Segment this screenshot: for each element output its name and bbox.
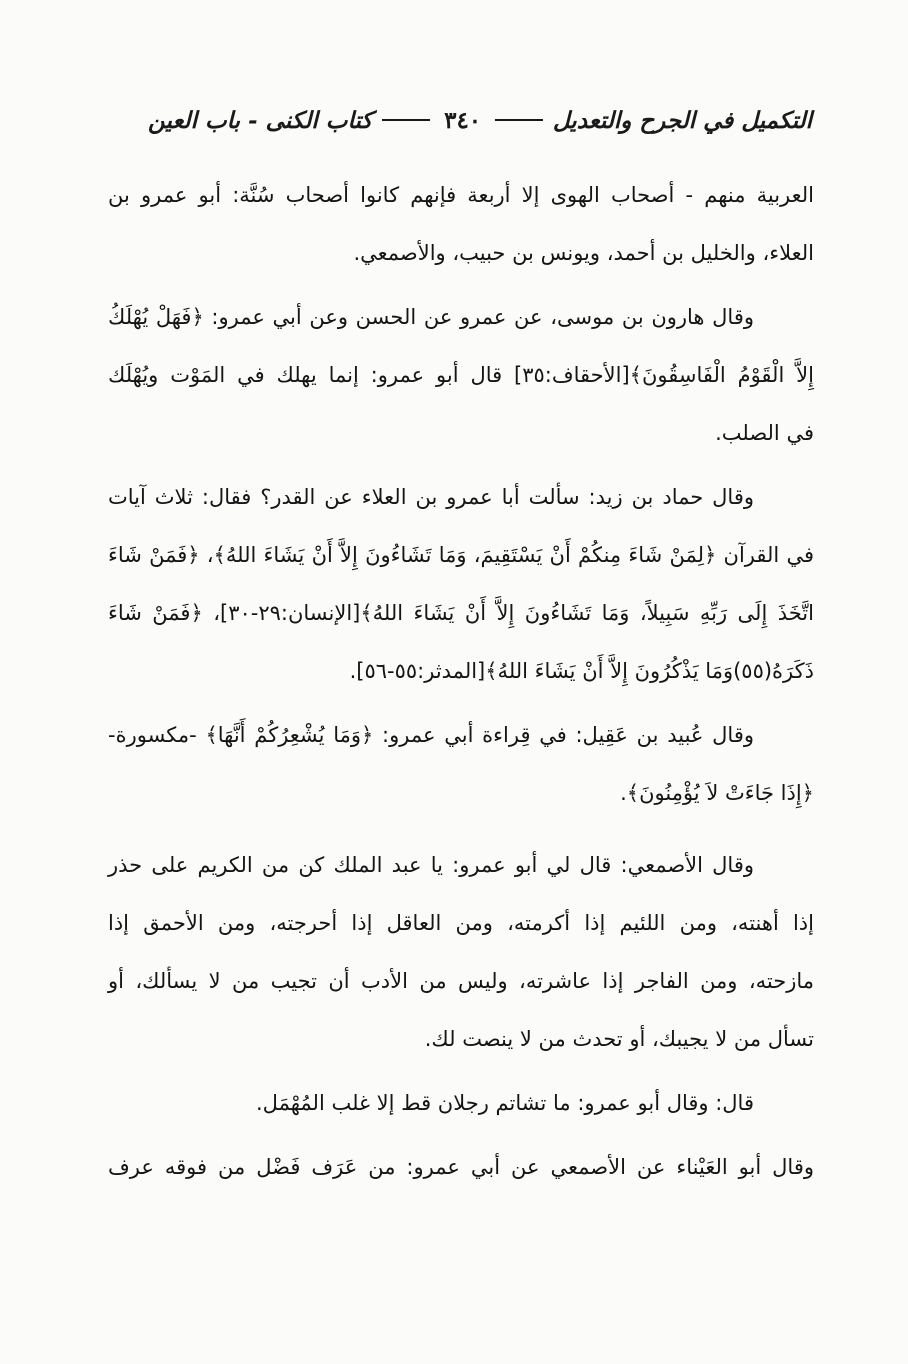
text-line: قال: وقال أبو عمرو: ما تشاتم رجلان قط إلا غلب المُهْمَل. (256, 1091, 754, 1115)
paragraph (108, 1074, 814, 1132)
header-book-title: التكميل في الجرح والتعديل (552, 106, 812, 134)
text-line: في الصلب. (715, 421, 814, 445)
text-line: إذا أهنته، ومن اللئيم إذا أكرمته، ومن العاقل إذا أحرجته، ومن الأحمق إذا (108, 911, 814, 935)
text-line: وقال الأصمعي: قال لي أبو عمرو: يا عبد الملك كن من الكريم على حذر (108, 853, 754, 877)
text-line: وقال حماد بن زيد: سألت أبا عمرو بن العلاء عن القدر؟ فقال: ثلاث آيات (108, 485, 754, 509)
text-line: تسأل من لا يجيبك، أو تحدث من لا ينصت لك. (424, 1027, 814, 1051)
text-line: ذَكَرَهُ(٥٥)وَمَا يَذْكُرُونَ إِلاَّ أَنْ يَشَاءَ اللهُ﴾[المدثر:٥٥-٥٦]. (349, 659, 814, 683)
text-line: العربية منهم - أصحاب الهوى إلا أربعة فإنهم كانوا أصحاب سُنَّة: أبو عمرو بن (108, 183, 814, 207)
paragraph (108, 706, 814, 822)
paragraph (108, 468, 814, 700)
header-dash (495, 119, 543, 121)
header-dash (382, 119, 430, 121)
text-line: اتَّخَذَ إِلَى رَبِّهِ سَبِيلاً، وَمَا تَشَاءُونَ إِلاَّ أَنْ يَشَاءَ اللهُ﴾[الإنسان:٢٩-٣٠]، ﴿فَمَنْ شَاءَ (108, 601, 814, 625)
page-number: ٣٤٠ (444, 106, 482, 134)
paragraph (108, 836, 814, 1068)
page-body (108, 166, 814, 1196)
text-line: ﴿إِذَا جَاءَتْ لاَ يُؤْمِنُونَ﴾. (620, 781, 814, 805)
text-line: إِلاَّ الْقَوْمُ الْفَاسِقُونَ﴾[الأحقاف:٣٥] قال أبو عمرو: إنما يهلك في المَوْت ويُهْلَك (108, 363, 814, 387)
text-line: العلاء، والخليل بن أحمد، ويونس بن حبيب، والأصمعي. (353, 241, 814, 265)
paragraph (108, 166, 814, 282)
text-line: وقال عُبيد بن عَقِيل: في قِراءة أبي عمرو: ﴿وَمَا يُشْعِرُكُمْ أَنَّهَا﴾ -مكسورة- (108, 723, 754, 747)
paragraph (108, 1138, 814, 1196)
text-line: في القرآن ﴿لِمَنْ شَاءَ مِنكُمْ أَنْ يَسْتَقِيمَ، وَمَا تَشَاءُونَ إِلاَّ أَنْ يَشَاءَ اللهُ﴾، ﴿فَمَنْ شَاءَ (108, 543, 814, 567)
paragraph (108, 288, 814, 462)
header-section-title: كتاب الكنى - باب العين (148, 106, 373, 134)
text-line: مازحته، ومن الفاجر إذا عاشرته، وليس من الأدب أن تجيب من لا يسألك، أو (108, 969, 814, 993)
text-line: وقال هارون بن موسى، عن عمرو عن الحسن وعن أبي عمرو: ﴿فَهَلْ يُهْلَكُ (108, 305, 754, 329)
text-line: وقال أبو العَيْناء عن الأصمعي عن أبي عمرو: من عَرَف فَضْل من فوقه عرف (108, 1155, 814, 1179)
running-header (148, 100, 812, 140)
